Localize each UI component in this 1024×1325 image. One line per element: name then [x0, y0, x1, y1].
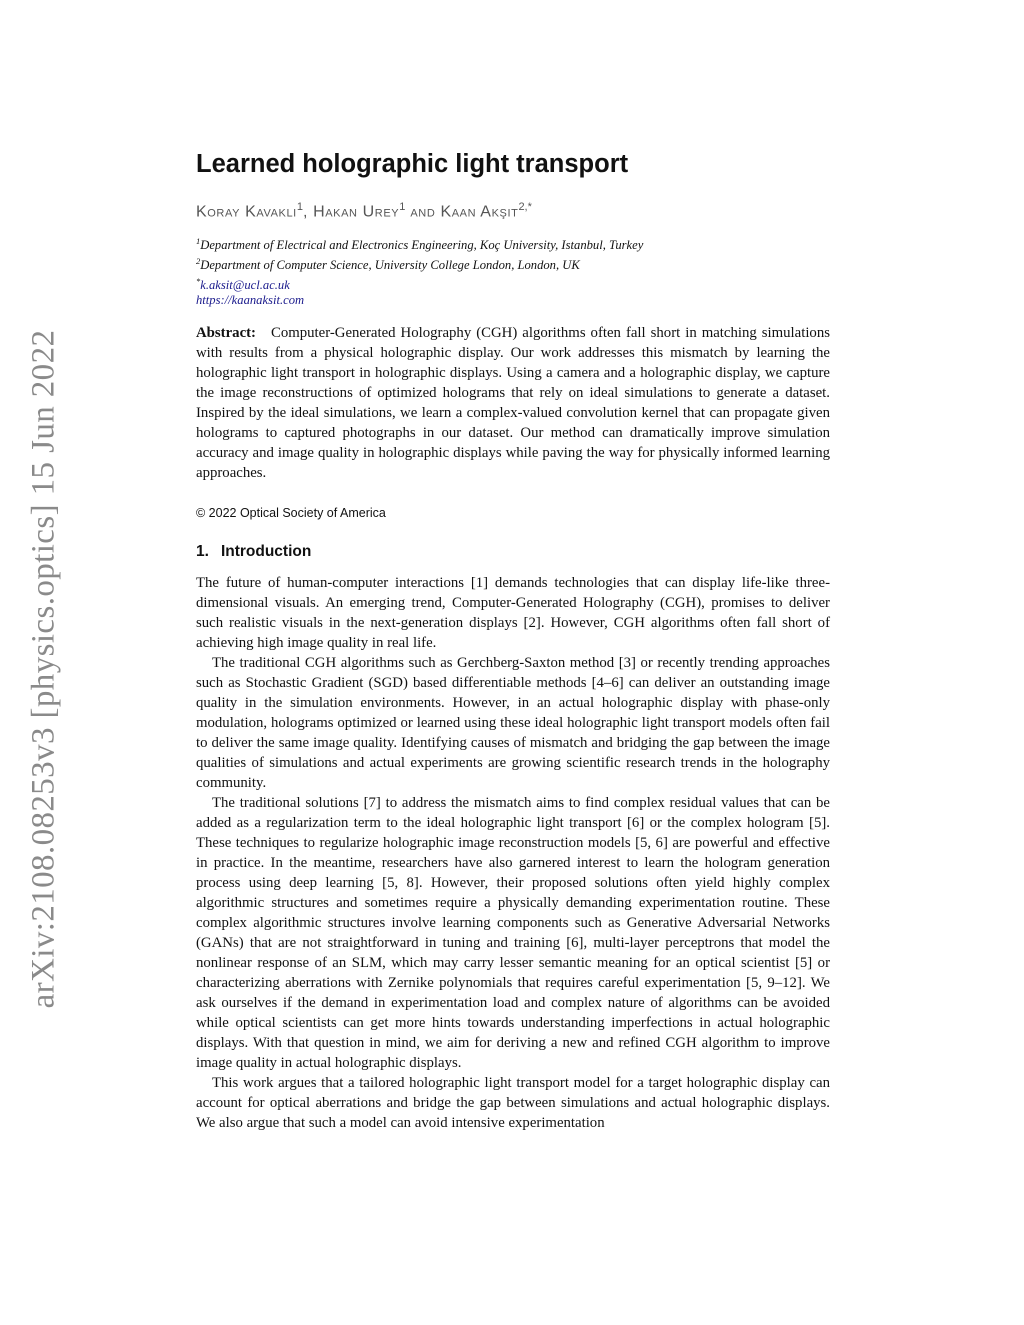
body-paragraph: The traditional CGH algorithms such as Gerchberg-Saxton method [3] or recently trending approaches such as Stochastic Gradient (SGD) based differentiable methods [4–6] can deliver an outstanding image quality in the simulation environments. However, in an actual holographic display with phase-only modulation, holograms optimized or learned using these ideal holographic light transport models often fail to deliver the same image quality. Identifying causes of mismatch and bridging the gap between the image qualities of simulations and actual experiments are growing scientific research trends in the holography community. — [196, 655, 830, 791]
author-separator: , — [302, 203, 314, 221]
abstract-text: Computer-Generated Holography (CGH) algorithms often fall short in matching simulations with results from a physical holographic display. Our work addresses this mismatch by learning the holographic light transport in holographic displays. Using a camera and a holographic display, we capture the image reconstructions of optimized holograms that rely on ideal simulations to generate a dataset. Inspired by the ideal simulations, we learn a complex-valued convolution kernel that can propagate given holograms to captured photographs in our dataset. Our method can dramatically improve simulation accuracy and image quality in holographic displays while paving the way for physically informed learning approaches. — [196, 325, 830, 481]
arxiv-identifier[interactable]: arXiv:2108.08253v3 [physics.optics] 15 Jun 2022 — [25, 329, 62, 1009]
author-affiliation-marker: 1 — [296, 201, 303, 213]
copyright-notice: © 2022 Optical Society of America — [196, 506, 386, 520]
affiliation-line — [196, 234, 836, 254]
author-list — [196, 201, 532, 221]
author-name: Kaan Akşit — [440, 203, 519, 221]
website-link[interactable]: https://kaanaksit.com — [196, 293, 305, 308]
section-number: 1. — [196, 543, 209, 560]
website-line — [196, 293, 836, 309]
body-paragraph: This work argues that a tailored holographic light transport model for a target holographic display can account for optical aberrations and bridge the gap between simulations and actual holographic displays. We also argue that such a model can avoid intensive experimentation — [196, 1075, 830, 1131]
body-paragraph: The future of human-computer interactions [1] demands technologies that can display life-like three-dimensional visuals. An emerging trend, Computer-Generated Holography (CGH), promises to deliver such realistic visuals in the next-generation displays [2]. However, CGH algorithms often fall short of achieving high image quality in real life. — [196, 575, 830, 651]
affiliation-text: Department of Computer Science, University College London, London, UK — [200, 257, 580, 272]
section-heading — [196, 543, 311, 561]
affiliation-marker: 1 — [196, 236, 201, 246]
email-link[interactable]: k.aksit@ucl.ac.uk — [200, 277, 290, 292]
email-marker: * — [196, 275, 201, 286]
affiliation-marker: 2 — [196, 255, 201, 266]
author-name: Hakan Urey — [313, 203, 400, 221]
affiliation-line — [196, 254, 836, 274]
body-paragraph: The traditional solutions [7] to address the mismatch aims to find complex residual values that can be added as a regularization term to the ideal holographic light transport [6] or the complex hologram [5]. These techniques to regularize holographic image reconstruction models [5, 6] are powerful and effective in practice. In the meantime, researchers have also garnered interest to learn the hologram generation process using deep learning [5, 8]. However, their proposed solutions often yield highly complex algorithmic structures and sometimes require a physically demanding experimentation routine. These complex algorithmic structures involve learning components such as Generative Adversarial Networks (GANs) that are not straightforward in tuning and training [6], multi-layer perceptrons that model the nonlinear response of an SLM, which may carry lesser semantic meaning for an optical scientist [5] or characterizing aberrations with Zernike polynomials that requires careful experimentation [5, 9–12]. We ask ourselves if the demand in experimentation load and complex nature of algorithms can be avoided while optical scientists can get more hints towards understanding imperfections in actual holographic displays. With that question in mind, we aim for deriving a new and refined CGH algorithm to improve image quality in actual holographic displays. — [196, 795, 830, 1071]
author-affiliation-marker: 1 — [399, 201, 406, 213]
abstract-label: Abstract: — [196, 325, 256, 341]
author-name: Koray Kavakli — [196, 203, 297, 221]
affiliation-text: Department of Electrical and Electronics Engineering, Koç University, Istanbul, Turkey — [200, 238, 644, 253]
abstract — [196, 323, 830, 483]
introduction-body — [196, 573, 830, 1133]
author-affiliation-marker: 2,* — [518, 201, 532, 213]
paper-title: Learned holographic light transport — [196, 150, 629, 178]
email-line — [196, 274, 836, 294]
author-separator: and — [405, 203, 441, 221]
section-title: Introduction — [220, 543, 312, 560]
affiliations — [196, 234, 836, 309]
